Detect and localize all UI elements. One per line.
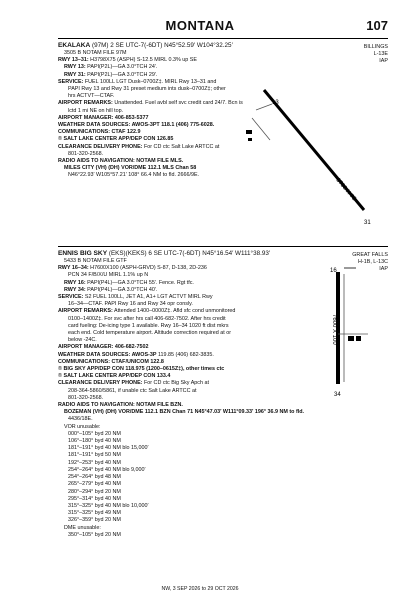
unusable-entry: 254°–264° byd 40 NM blo 9,000′	[68, 466, 146, 473]
navaid: BOZEMAN (VH) (DH) VOR/DME 112.1 BZN Chan 71 N45°47.03′ W111°09.33′ 196° 36.9 NM to fld.	[64, 409, 305, 416]
airport-elev-notam: 5433 B NOTAM FILE GTF	[64, 258, 127, 264]
unusable-heading: VOR unusable:	[64, 423, 101, 430]
service-heading: SERVICE:	[58, 78, 84, 85]
ekalaka-airport-diagram	[236, 82, 386, 232]
clearance-heading: CLEARANCE DELIVERY PHONE:	[58, 143, 143, 150]
service-data: S2 FUEL 100LL, JET A1, A1+ LGT ACTVT MIRL Rwy	[84, 294, 213, 301]
runway-heading: RWY 16–34:	[58, 265, 89, 272]
chart-ref: IAP	[379, 266, 388, 272]
radio-aids: RADIO AIDS TO NAVIGATION: NOTAM FILE MLS.	[58, 158, 184, 165]
remarks-heading: AIRPORT REMARKS:	[58, 100, 113, 107]
unusable-entry: 326°–359° byd 20 NM	[68, 517, 121, 524]
building-icon	[248, 138, 252, 141]
remarks-line: each end. Cold temperature airport. Altitude correction required at or	[68, 330, 232, 337]
runway-end-label: 16	[330, 268, 337, 274]
rwy34-heading: RWY 34:	[64, 286, 86, 293]
clearance-data: For CD ctc Salt Lake ARTCC at	[143, 143, 220, 150]
runway-end-label: 13	[272, 100, 279, 106]
rwy16-heading: RWY 16:	[64, 279, 86, 286]
unusable-entry: 192°–253° byd 40 NM	[68, 459, 121, 466]
chart-ref: GREAT FALLS	[352, 252, 388, 258]
building-icon	[348, 336, 354, 341]
rwy31-data: PAPI(P2L)—GA 3.0°TCH 29′.	[87, 71, 158, 78]
chart-ref: IAP	[379, 58, 388, 64]
page-header	[0, 18, 400, 40]
airport-ident: (97M)	[92, 42, 109, 49]
clearance-line: 801-320-2568.	[68, 150, 104, 157]
unusable-entry: 181°–191° byd 40 NM blo 15,000′	[68, 445, 149, 452]
runway-end-label: 31	[364, 220, 371, 226]
ennis-airport-diagram	[286, 264, 386, 404]
airport-elev-notam: 3505 B NOTAM FILE 97M	[64, 50, 127, 56]
runway-dimensions: 3798 X 75	[334, 177, 357, 203]
remarks-heading: AIRPORT REMARKS:	[58, 308, 113, 315]
unusable-entry: 000°–105° byd 20 NM	[68, 430, 121, 437]
runway-line: PCN 34 F/B/X/U MIRL 1.1% up N	[68, 272, 149, 279]
navaid: MILES CITY (VH) (DH) VOR/DME 112.1 MLS Chan 58	[64, 165, 197, 172]
unusable-entry: 315°–325° byd 40 NM blo 10,000′	[68, 502, 149, 509]
state-name: MONTANA	[165, 18, 235, 33]
page-number: 107	[366, 18, 388, 33]
rwy34-data: PAPI(P4L)—GA 3.0°TCH 40′.	[87, 286, 158, 293]
chart-ref: L-13E	[373, 51, 388, 57]
chart-ref: BILLINGS	[363, 44, 388, 50]
unusable-entry: 181°–191° byd 50 NM	[68, 452, 121, 459]
service-line: hrs ACTVT—CTAF.	[68, 93, 115, 100]
app-dep-control: BIG SKY APP/DEP CON 118.975 (1200–0615Z‡), other times ctc	[63, 366, 225, 373]
navaid-detail: N46°22.93′ W105°57.21′ 108° 66.4 NM to fld. 2666/9E.	[68, 172, 200, 179]
rco-icon: ®	[58, 366, 62, 373]
rwy13-data: PAPI(P2L)—GA 3.0°TCH 24′.	[87, 64, 158, 71]
clearance-heading: CLEARANCE DELIVERY PHONE:	[58, 380, 143, 387]
center-app-dep: SALT LAKE CENTER APP/DEP CON 133.4	[63, 373, 171, 380]
airport-name: EKALAKA	[58, 42, 91, 49]
unusable-entry: 315°–325° byd 49 NM	[68, 510, 121, 517]
rwy31-heading: RWY 31:	[64, 71, 86, 78]
rco-icon: ®	[58, 136, 62, 143]
taxiway-icon	[256, 104, 272, 110]
weather-data: 119.85 (406) 682-3835.	[157, 351, 214, 358]
service-heading: SERVICE:	[58, 294, 84, 301]
radio-aids: RADIO AIDS TO NAVIGATION: NOTAM FILE BZN.	[58, 402, 183, 409]
airport-name: ENNIS BIG SKY	[58, 250, 108, 257]
communications: COMMUNICATIONS: CTAF/UNICOM 122.8	[58, 358, 164, 365]
weather-heading: WEATHER DATA SOURCES: AWOS-3P	[58, 351, 157, 358]
rwy16-data: PAPI(P4L)—GA 3.0°TCH 55′. Fence. Rgt tfc.	[87, 279, 194, 286]
taxiway-icon	[252, 118, 270, 140]
remarks-data: Unattended. Fuel avbl self svc credit card 24/7. Bcn is	[114, 100, 243, 107]
ekalaka-chart-refs	[364, 44, 388, 65]
runway-heading: RWY 13–31:	[58, 57, 89, 64]
runway-dimensions: 7600 X 100	[331, 314, 337, 345]
dme-unusable-list	[58, 525, 368, 539]
communications: COMMUNICATIONS: CTAF 122.9	[58, 129, 141, 136]
building-icon	[246, 130, 252, 134]
vor-unusable-list	[58, 424, 368, 525]
app-dep-control: SALT LAKE CENTER APP/DEP CON 126.85	[63, 136, 174, 143]
remarks-data: Attended 1400–0000Z‡. Afld sfc cond unmonitored	[114, 308, 236, 315]
clearance-line: 208-364-5860/5861, if unable ctc Salt Lake ARTCC at	[68, 387, 197, 394]
rco-icon: ®	[58, 373, 62, 380]
unusable-entry: 350°–105° byd 20 NM	[68, 531, 121, 538]
navaid-detail: 4436/18E.	[68, 416, 93, 423]
unusable-entry: 254°–264° byd 48 NM	[68, 474, 121, 481]
service-line: PAPI Rwy 13 and Rwy 31 preset medium ints dusk–0700Z‡; other	[68, 86, 226, 93]
remarks-line: card fueling: De-icing type 1 available. Rwy 16–34 1020 ft dist mkrs	[68, 322, 229, 329]
airport-ident: (EKS)(KEKS)	[108, 250, 147, 257]
unusable-entry: 295°–314° byd 40 NM	[68, 495, 121, 502]
runway-end-label: 34	[334, 392, 341, 398]
remarks-line: below -24C.	[68, 337, 97, 344]
airport-manager: AIRPORT MANAGER: 406-853-5377	[58, 114, 149, 121]
runway-data: H7600X100 (ASPH-GRVD) S-87, D-138, 2D-236	[90, 265, 207, 272]
service-line: 16–34—CTAF. PAPI Rwy 16 and Rwy 34 opr consly.	[68, 301, 193, 308]
unusable-entry: 280°–294° byd 20 NM	[68, 488, 121, 495]
unusable-entry: 106°–180° byd 40 NM	[68, 438, 121, 445]
clearance-data: For CD ctc Big Sky Apch at	[143, 380, 209, 387]
weather-sources: WEATHER DATA SOURCES: AWOS-3PT 118.1 (406) 775-6028.	[58, 122, 215, 129]
remarks-line: lctd 1 mi NE on hill top.	[68, 107, 124, 114]
section-rule	[58, 246, 388, 247]
building-icon	[356, 336, 361, 341]
remarks-line: 0100–1400Z‡. For svc after hrs call 406-682-7502. After hrs credit	[68, 315, 226, 322]
header-rule	[58, 38, 388, 39]
footer-effective-dates: NW, 3 SEP 2026 to 29 OCT 2026	[161, 586, 239, 592]
clearance-line: 801-320-2568.	[68, 394, 104, 401]
airport-manager: AIRPORT MANAGER: 406-682-7502	[58, 344, 149, 351]
rwy13-heading: RWY 13:	[64, 64, 86, 71]
chart-ref: H-1B, L-13C	[358, 259, 388, 265]
service-data: FUEL 100LL LGT Dusk–0700Z‡. MIRL Rwy 13–31 and	[84, 78, 217, 85]
unusable-entry: 265°–279° byd 40 NM	[68, 481, 121, 488]
runway-data: H3798X75 (ASPH) S-12.5 MIRL 0.3% up SE	[90, 57, 197, 64]
airport-info: 6 SE UTC-7(-6DT) N45°16.54′ W111°38.93′	[148, 250, 271, 257]
unusable-heading: DME unusable:	[64, 524, 101, 531]
airport-info: 2 SE UTC-7(-6DT) N45°52.59′ W104°32.25′	[110, 42, 233, 49]
